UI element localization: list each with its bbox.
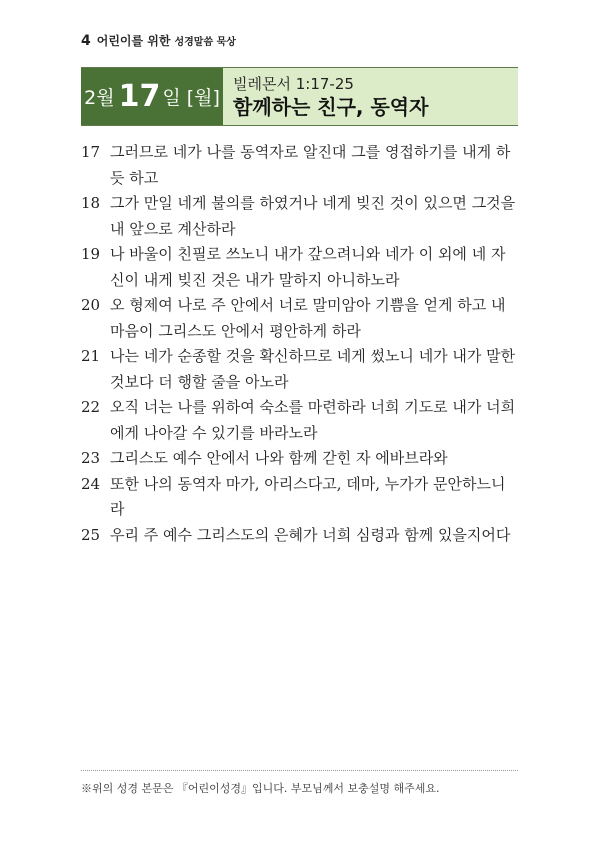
verse-item — [81, 191, 518, 242]
footnote: ※위의 성경 본문은 『어린이성경』입니다. 부모님께서 보충설명 해주세요. — [81, 782, 440, 795]
verse-number: 20 — [81, 296, 101, 314]
verse-number: 21 — [81, 347, 101, 365]
verse-text: 우리 주 예수 그리스도의 은혜가 너희 심령과 함께 있을지어다 — [110, 525, 511, 544]
verse-item — [81, 472, 518, 523]
verse-text: 오직 너는 나를 위하여 숙소를 마련하라 너희 기도로 내가 너희에게 나아갈 수 있기를 바라노라 — [110, 398, 516, 442]
verse-item — [81, 446, 518, 472]
verse-list — [81, 140, 518, 548]
verse-text: 오 형제여 나로 주 안에서 너로 말미암아 기쁨을 얻게 하고 내 마음이 그리스도 안에서 평안하게 하라 — [110, 296, 506, 340]
verse-item — [81, 523, 518, 549]
verse-number: 19 — [81, 245, 101, 263]
verse-item — [81, 293, 518, 344]
book-title: 어린이를 위한 — [96, 34, 171, 48]
page-title: 함께하는 친구, 동역자 — [233, 94, 429, 119]
date-day: 17 — [118, 79, 161, 114]
verse-number: 17 — [81, 143, 101, 161]
verse-number: 22 — [81, 398, 101, 416]
verse-number: 23 — [81, 449, 101, 467]
date-weekday: [월] — [186, 87, 220, 109]
verse-text: 그러므로 네가 나를 동역자로 알진대 그를 영접하기를 내게 하듯 하고 — [110, 143, 511, 187]
verse-number: 24 — [81, 474, 101, 493]
page-number: 4 — [81, 33, 91, 49]
date-day-label: 일 — [162, 87, 181, 109]
verse-item — [81, 140, 518, 191]
verse-text: 나는 네가 순종할 것을 확신하므로 네게 썼노니 네가 내가 말한 것보다 더 행할 줄을 아노라 — [110, 347, 516, 391]
verse-number: 18 — [81, 194, 101, 212]
scripture-reference: 빌레몬서 1:17-25 — [233, 74, 354, 93]
book-subtitle: 성경말씀 묵상 — [174, 37, 236, 48]
running-head — [81, 32, 236, 49]
verse-text: 그가 만일 네게 불의를 하였거나 네게 빚진 것이 있으면 그것을 내 앞으로 계산하라 — [110, 194, 516, 238]
verse-number: 25 — [81, 525, 101, 544]
date-badge — [81, 68, 223, 125]
verse-item — [81, 395, 518, 446]
date-month: 2월 — [84, 87, 115, 109]
verse-text: 나 바울이 친필로 쓰노니 내가 갚으려니와 네가 이 외에 네 자신이 내게 빚진 것은 내가 말하지 아니하노라 — [110, 245, 506, 289]
verse-text: 또한 나의 동역자 마가, 아리스다고, 데마, 누가가 문안하느니라 — [110, 474, 506, 518]
verse-text: 그리스도 예수 안에서 나와 함께 갇힌 자 에바브라와 — [110, 449, 448, 467]
title-panel — [223, 68, 518, 125]
verse-item — [81, 242, 518, 293]
footnote-divider — [81, 770, 518, 771]
verse-item — [81, 344, 518, 395]
devotion-header — [81, 67, 518, 126]
